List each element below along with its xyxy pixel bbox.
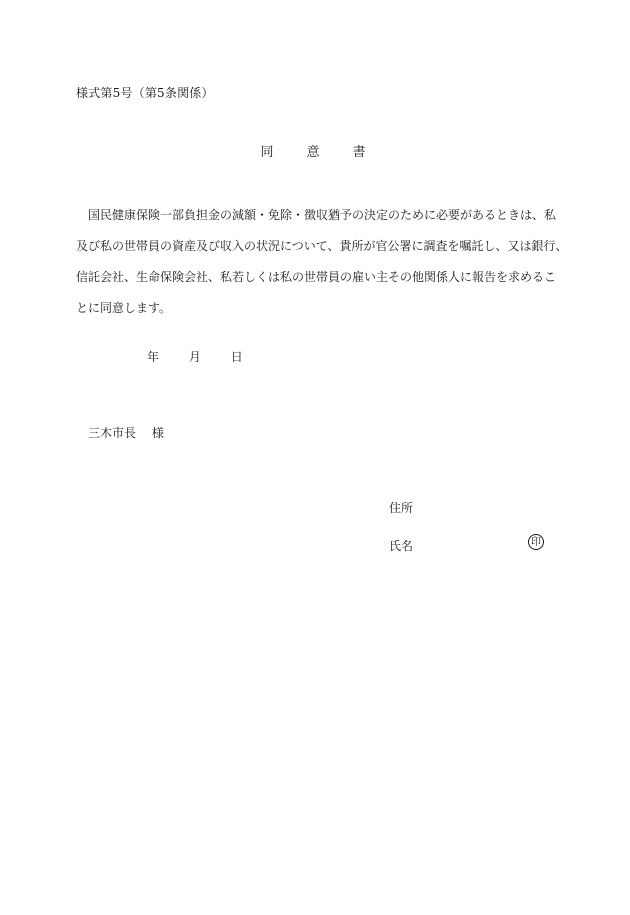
- address-label: 住所: [389, 501, 414, 515]
- body-line-3: 信託会社、生命保険会社、私若しくは私の世帯員の雇い主その他関係人に報告を求めるこ: [76, 270, 557, 284]
- form-number: 様式第5号（第5条関係）: [76, 86, 214, 100]
- date-day-label: 日: [230, 350, 243, 364]
- consent-body-text: [76, 200, 570, 324]
- name-label: 氏名: [389, 539, 414, 553]
- date-year-label: 年: [147, 350, 160, 364]
- document-title: 同 意 書: [260, 145, 376, 160]
- addressee-name: 三木市長: [88, 426, 137, 440]
- body-line-2: 及び私の世帯員の資産及び収入の状況について、貴所が官公署に調査を嘱託し、又は銀行、: [76, 239, 568, 253]
- seal-icon: 印: [528, 534, 544, 550]
- date-line: [147, 348, 243, 365]
- date-month-label: 月: [188, 350, 201, 364]
- body-line-1: 国民健康保険一部負担金の減額・免除・徴収猶予の決定のために必要があるときは、私: [76, 208, 557, 222]
- addressee: [88, 424, 164, 441]
- addressee-honorific: 様: [151, 426, 164, 440]
- body-line-4: とに同意します。: [76, 301, 172, 315]
